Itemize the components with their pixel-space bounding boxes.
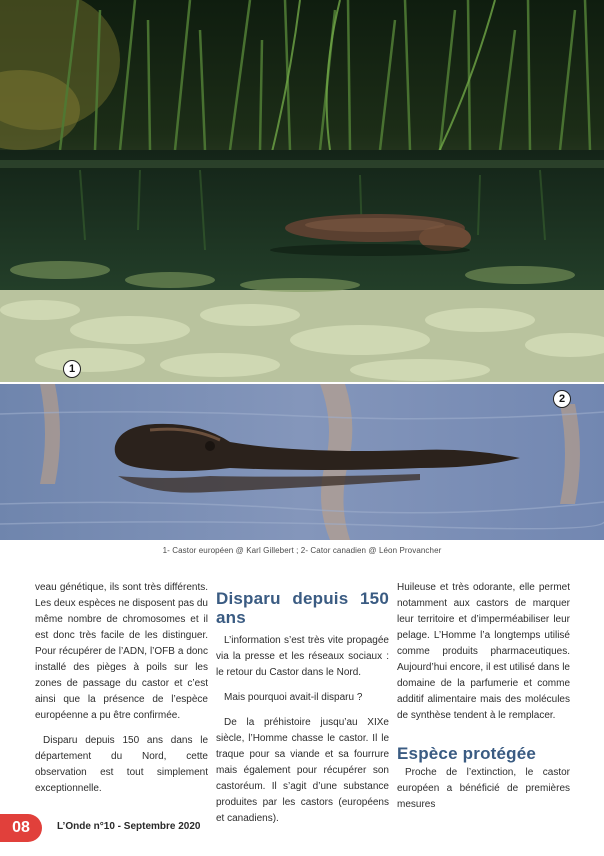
photo-canadian-beaver (0, 384, 604, 540)
page-number: 08 (0, 814, 42, 842)
paragraph: Proche de l’extinction, le castor européen a bénéficié de premières mesures (397, 767, 570, 810)
section-heading: Espèce protégée (397, 744, 537, 763)
paragraph: Disparu depuis 150 ans dans le département du Nord, cette observation est tout simplement exceptionnelle. (35, 735, 208, 794)
photo-number-badge: 1 (63, 360, 81, 378)
photo-number-badge: 2 (553, 390, 571, 408)
beaver-swimming-photo (0, 384, 604, 540)
paragraph: De la préhistoire jusqu’au XIXe siècle, l’Homme chasse le castor. Il le traque pour sa viande et sa fourrure mais également pour récupérer son castoréum. Il s’agit d’une substance produites par les castors (européens et canadiens). (216, 717, 389, 824)
publication-info: L’Onde n°10 - Septembre 2020 (57, 821, 201, 832)
text-column-1 (35, 580, 208, 797)
text-column-2 (216, 580, 389, 827)
beaver-among-reeds-photo (0, 0, 604, 382)
paragraph: veau génétique, ils sont très différents. Les deux espèces ne disposent pas du même nombre de chromosomes et il est donc très facile de les distinguer. Pour récupérer de l’ADN, l’OFB a donc installé des pièges à poils sur les zones de passage du castor et c’est ainsi que la présence de l’espèce européenne a pu être confirmée. (35, 582, 208, 721)
paragraph: Mais pourquoi avait-il disparu ? (224, 692, 363, 703)
photo-european-beaver (0, 0, 604, 382)
paragraph: Huileuse et très odorante, elle permet notamment aux castors de marquer leur territoire et d’imperméabiliser leur pelage. L’Homme l’a longtemps utilisé comme produits pharmaceutiques. Aujourd’hui encore, il est utilisé dans le domaine de la parfumerie et comme additif alimentaire mais des molécules de synthèse tendent à le remplacer. (397, 582, 570, 721)
photo-caption: 1- Castor européen @ Karl Gillebert ; 2- Cator canadien @ Léon Provancher (162, 546, 442, 555)
text-column-3 (397, 580, 570, 813)
paragraph: L’information s’est très vite propagée via la presse et les réseaux sociaux : le retour du Castor dans le Nord. (216, 635, 389, 678)
section-heading: Disparu depuis 150 ans (216, 589, 389, 627)
